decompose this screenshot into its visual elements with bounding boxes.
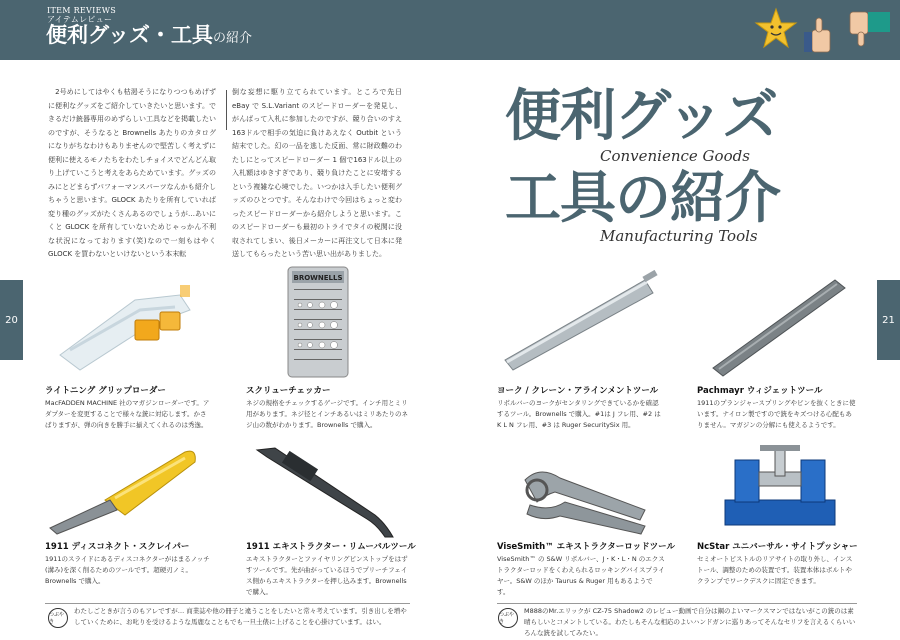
item-title-extractor-removal: 1911 エキストラクター・リムーバルツール	[246, 542, 416, 552]
feature-subtitle-en1: Convenience Goods	[600, 147, 750, 165]
header-sub-en: ITEM REVIEWS	[47, 6, 117, 15]
footer-divider-left	[45, 603, 410, 604]
grip-loader-image	[40, 265, 210, 380]
feature-title-line2: 工具の紹介	[505, 166, 780, 231]
item-desc-yoke-tool: リボルバーのヨークがセンタリングできているかを確認するツール。Brownells で購入。#1は J フレ用、#2 は K L N フレ用、#3 は Ruger SecuritySix 用。	[497, 399, 661, 429]
intro-text-col1: 2号めにしてはやくも枯渇そうになりつつもめげずに便利なグッズをご紹介していきたいと思います。できるだけ銃器専用のめずらしい工具などを掲載したいのですが、そうなると Brownells あたりのカタログになりがちなわけもありませんので堅苦しく考えずに便利に使えるモノたちをわたしチョイスでどんどん取り上げていこうと考えをあらためています。グッズのみにとどまらずパフォーマンスパーツなんかも紹介しちゃうと思います。GLOCK あたりを所有していれば変り種のグッズがたくさんあるのでしょうが…あいにくと GLOCK を所有していないためじゃっかん不利な状況になっております(笑)なので一刻もはやく GLOCK を買わないといけないという本末転	[48, 88, 216, 258]
yoke-alignment-tool-image	[495, 265, 665, 375]
header-sub-jp: アイテムレビュー	[47, 15, 113, 24]
page-header	[0, 0, 900, 60]
extractor-removal-tool-image	[245, 445, 405, 540]
item-desc-grip-loader: MacFADDEN MACHINE 社のマガジンローダーです。アダプターを変更することで様々な銃に対応します。かさばりますが、弾の向きを勝手に揃えてくれるのは秀逸。	[45, 399, 210, 429]
page-number-left: 20	[0, 280, 23, 360]
screw-checker-brand-label: BROWNELLS	[293, 274, 343, 282]
sight-pusher-image	[705, 440, 855, 540]
star-icon	[756, 9, 796, 47]
thumbs-down-icon	[850, 12, 890, 46]
footer-mark-left: つぶやき	[48, 608, 68, 628]
intro-text-col2: 倒な妄想に駆り立てられています。ところで先日 eBay で S.L.Variant のスピードローダーを発見し、がんばって入札に参加したのですが、競り合いのすえ163ドルで相手の気迫に負けあえなく Outbit という結末でした。幻の一品を逃した反面、常に財政難のわたしにとってスピードローダー 1 個で163ドル以上の入札額はゆきすぎであり、競り負けたことに安堵するという複雑な心境でした。いつかは入手したい便利グッズのひとつです。そんなわけで今回はちょっと変わったスピードローダーから紹介しようと思います。このスピードローダーも最初のトライでタイの税関に没収されてしまい、後日メーカーに再注文して日本に発送してもらったという苦い思い出がありました。	[232, 88, 402, 258]
disconnector-scraper-image	[45, 440, 205, 535]
footer-divider-right	[497, 603, 857, 604]
item-title-disconnect-scraper: 1911 ディスコネクト・スクレイパー	[45, 542, 190, 552]
header-title-suffix: の紹介	[212, 31, 252, 46]
item-desc-visesmith: ViseSmith™ の S&W リボルバー、J・K・L・N のエクストラクターロッドをくわえられるロッキングバイスプライヤー。S&W のほか Taurus & Ruger 用もあるようです。	[497, 555, 665, 596]
thumbs-up-icon	[804, 18, 830, 52]
header-title	[46, 22, 252, 52]
item-title-sight-pusher: NcStar ユニバーサル・サイトプッシャー	[697, 542, 858, 552]
vise-plier-image	[505, 450, 655, 540]
footer-note-left: わたしごときが言うのもアレですが… 商業誌や他の冊子と違うことをしたいと常々考えています。引き出しを増やしていくために、お叱りを受けるような馬鹿なこともでも一旦土俵に上げることを心掛けています。はい。	[74, 607, 407, 626]
page-number-right: 21	[877, 280, 900, 360]
item-title-visesmith: ViseSmith™ エキストラクターロッドツール	[497, 542, 675, 552]
footer-mark-right: つぶやき	[498, 608, 518, 628]
header-title-main: 便利グッズ・工具	[46, 23, 213, 47]
item-desc-sight-pusher: セミオートピストルのリアサイトの取り外し、インストール、調整のための装置です。装置本体はボルトやクランプでワークデスクに固定できます。	[697, 555, 853, 585]
item-title-yoke-tool: ヨーク / クレーン・アラインメントツール	[497, 386, 659, 396]
item-desc-disconnect-scraper: 1911のスライドにあるディスコネクターがはまるノッチ(溝み)を深く削るためのツールです。超硬刃ノミ。Brownells で購入。	[45, 555, 210, 585]
item-title-widget-tool: Pachmayr ウィジェットツール	[697, 386, 823, 396]
footer-note-right: M888のMr.エリックが CZ-75 Shadow2 のレビュー動画で自分は鋼のよいマークスマンではないがこの銃のは素晴らしいとコメントしている。わたしもそんな相応のよいハンドガンに巡りあってそんなセリフを言えるくらいいろんな銃を試してみたい。	[524, 607, 856, 637]
widget-tool-image	[705, 268, 855, 378]
feature-title	[505, 85, 855, 255]
feature-title-line1: 便利グッズ	[505, 84, 778, 149]
column-divider	[226, 90, 227, 130]
item-desc-extractor-removal: エキストラクターとファイヤリングピンストップをはずすツールです。先が曲がっているほうでプリーチフェイス側からエキストラクターを押し込みます。Brownells で購入。	[246, 555, 408, 596]
rating-icons	[754, 6, 894, 56]
feature-subtitle-en2: Manufacturing Tools	[600, 227, 758, 245]
item-desc-screw-checker: ネジの規格をチェックするゲージです。インチ用とミリ用があります。ネジ径とインチあるいはミリあたりのネジ山の数がわかります。Brownells で購入。	[246, 399, 408, 429]
item-title-grip-loader: ライトニング グリップローダー	[45, 386, 166, 396]
screw-checker-image	[270, 265, 365, 380]
item-desc-widget-tool: 1911のプランジャースプリングやピンを抜くときに使います。ナイロン製ですので銃をキズつける心配もありません。マガジンの分解にも使えるようです。	[697, 399, 856, 429]
item-title-screw-checker: スクリューチェッカー	[246, 386, 331, 396]
